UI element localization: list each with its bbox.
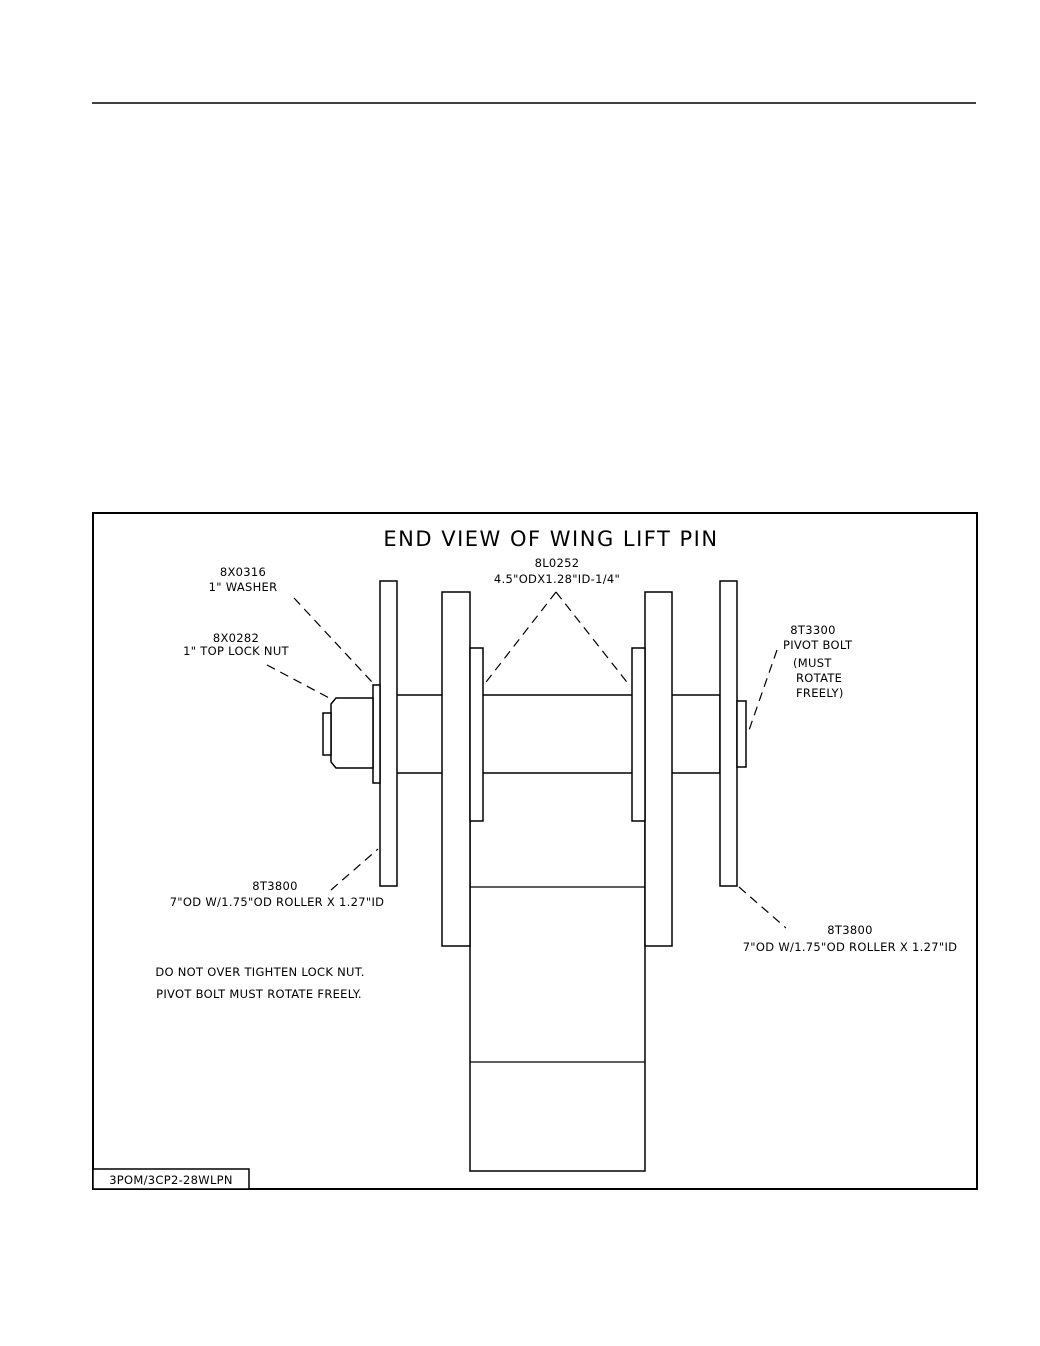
lock-nut <box>331 698 373 768</box>
pivot-bolt-head <box>737 701 746 767</box>
right-roller <box>720 581 737 886</box>
drawing-code: 3POM/3CP2-28WLPN <box>109 1173 233 1187</box>
roller-right-part-no: 8T3800 <box>827 923 873 937</box>
spacer-leader-right <box>556 592 630 686</box>
spacer-desc: 4.5"ODX1.28"ID-1/4" <box>493 572 621 586</box>
lock-nut-desc: 1" TOP LOCK NUT <box>183 644 289 658</box>
right-spacer <box>632 648 645 821</box>
roller-left-leader <box>331 849 378 890</box>
spacer-part-no: 8L0252 <box>534 556 580 570</box>
washer-part-no: 8X0316 <box>219 565 267 579</box>
warning-line-2: PIVOT BOLT MUST ROTATE FREELY. <box>156 987 362 1001</box>
roller-left-desc: 7"OD W/1.75"OD ROLLER X 1.27"ID <box>169 895 385 909</box>
callout-washer <box>209 565 278 594</box>
left-side-plate <box>442 592 470 946</box>
callout-pivot-bolt <box>783 623 853 700</box>
pivot-bolt-note-2: ROTATE <box>796 671 843 685</box>
warning-note <box>155 965 364 1001</box>
callout-roller-left <box>170 879 385 909</box>
callout-spacer <box>494 556 620 586</box>
pivot-bolt-leader <box>748 650 777 733</box>
roller-right-leader <box>739 887 786 928</box>
spacer-leader-left <box>483 592 556 686</box>
lock-nut-leader <box>267 665 333 700</box>
lock-nut-part-no: 8X0282 <box>212 631 260 645</box>
callout-roller-right <box>743 923 958 954</box>
washer-leader <box>294 598 372 682</box>
left-spacer <box>470 648 483 821</box>
bolt-end <box>323 713 331 755</box>
left-roller <box>380 581 397 886</box>
callout-lock-nut <box>183 631 289 658</box>
roller-left-part-no: 8T3800 <box>252 879 298 893</box>
pivot-bolt-note-1: (MUST <box>793 656 832 670</box>
washer-desc: 1" WASHER <box>208 580 278 594</box>
pivot-bolt-note-3: FREELY) <box>796 686 844 700</box>
wing-lift-pin-assembly <box>323 581 746 1171</box>
pivot-bolt-part-no: 8T3300 <box>790 623 836 637</box>
drawing-title: END VIEW OF WING LIFT PIN <box>383 527 719 551</box>
washer <box>373 685 380 783</box>
warning-line-1: DO NOT OVER TIGHTEN LOCK NUT. <box>155 965 365 979</box>
roller-right-desc: 7"OD W/1.75"OD ROLLER X 1.27"ID <box>742 940 958 954</box>
right-side-plate <box>645 592 672 946</box>
pivot-bolt-desc: PIVOT BOLT <box>783 638 853 652</box>
